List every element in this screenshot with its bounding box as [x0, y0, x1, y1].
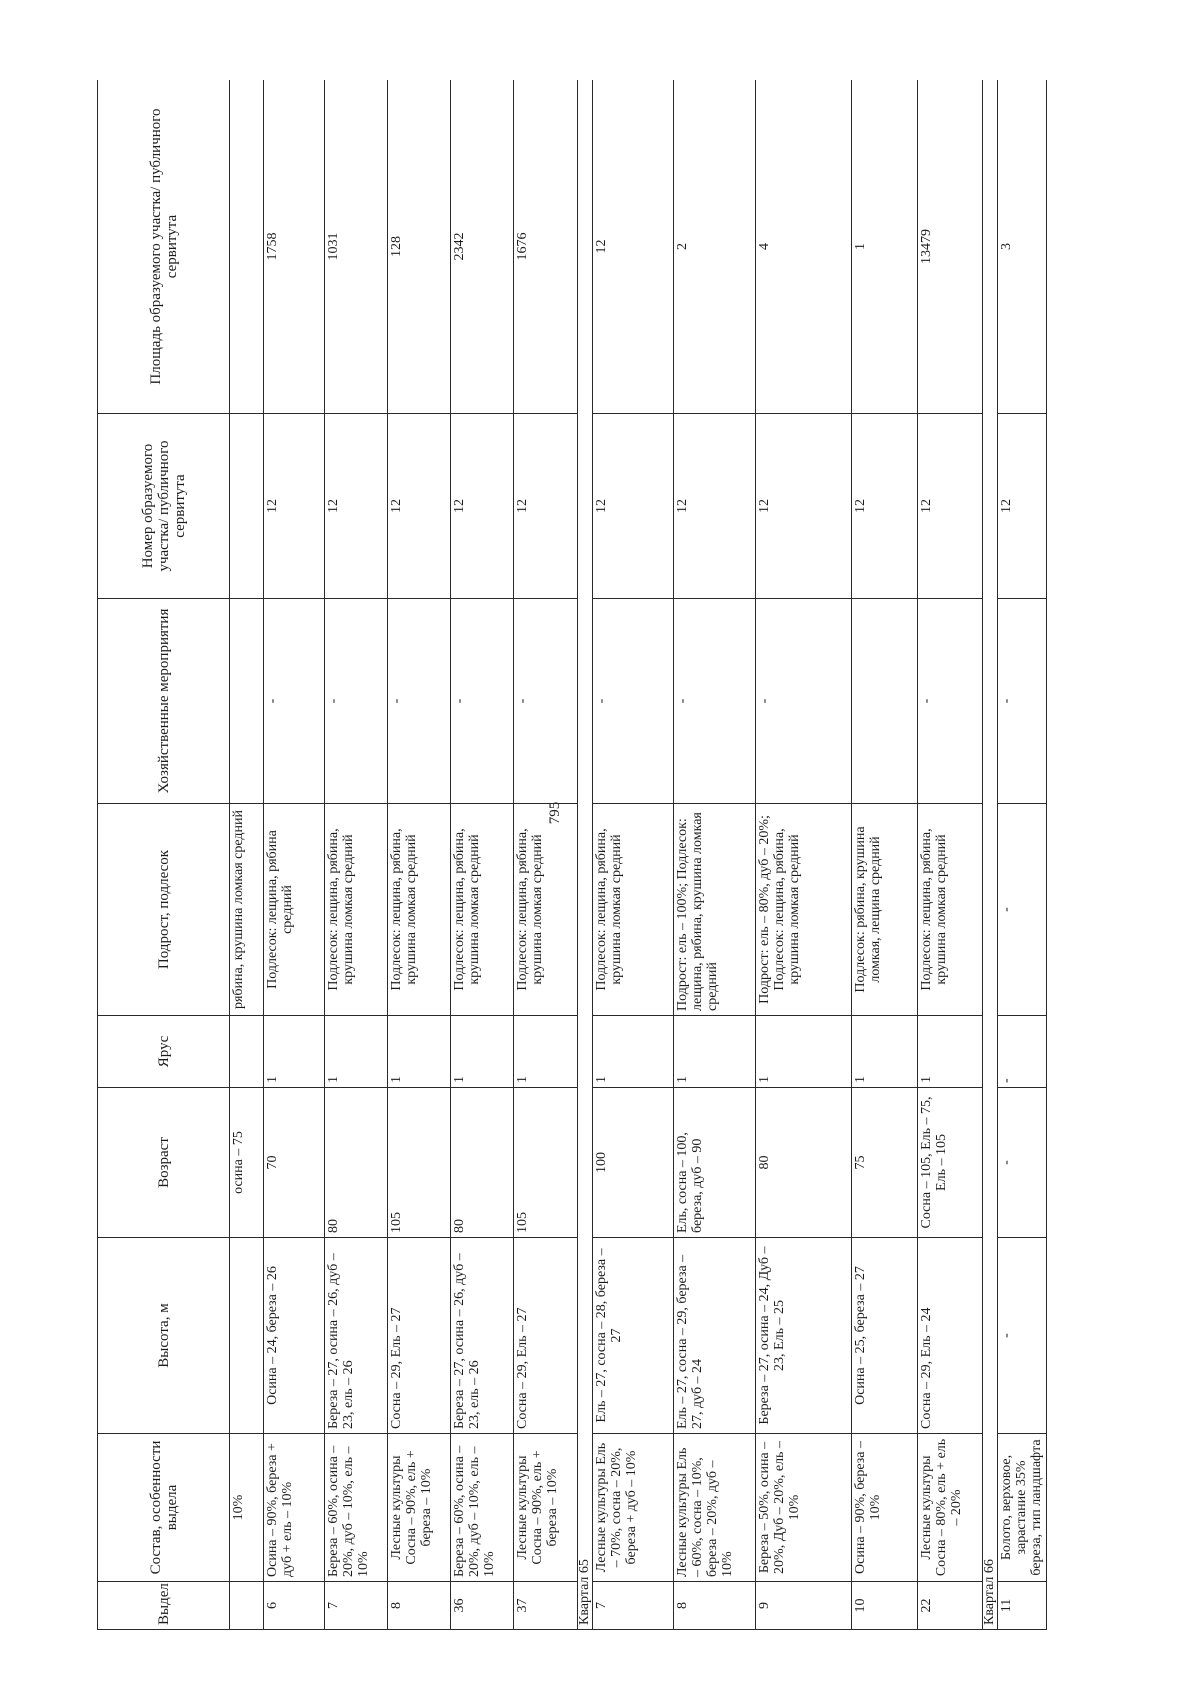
cell-yarus: 1 — [388, 1016, 451, 1088]
cell-nomer: 12 — [852, 414, 917, 599]
cell-sostav: Лесные культуры Сосна – 80%, ель + ель – 20% — [917, 1434, 982, 1582]
cell-sostav: Лесные культуры Сосна – 90%, ель + береза – 10% — [514, 1434, 577, 1582]
cell-vydel: 8 — [674, 1582, 755, 1630]
cell-sostav: Осина – 90%, береза + дуб + ель – 10% — [263, 1434, 324, 1582]
table-row — [388, 80, 451, 1630]
cell-meropriyatiya: - — [917, 599, 982, 804]
cell-podrost: Подрост: ель – 80%, дуб – 20%; Подлесок: лещина, рябина, крушина ломкая средний — [755, 804, 852, 1016]
cell-vysota: Сосна – 29, Ель – 24 — [917, 1238, 982, 1434]
cell-podrost: - — [998, 804, 1047, 1016]
cell-yarus: 1 — [592, 1016, 673, 1088]
table-row — [852, 80, 917, 1630]
cell-vozrast: 80 — [451, 1088, 514, 1238]
cell-vozrast: 105 — [514, 1088, 577, 1238]
continuation-row — [230, 80, 264, 1630]
rotated-table-container — [97, 80, 1047, 1630]
cell-nomer: 12 — [755, 414, 852, 599]
cell-vydel: 9 — [755, 1582, 852, 1630]
cell-podrost: Подлесок: лещина, рябина, крушина ломкая средний — [514, 804, 577, 1016]
cell-podrost: Подлесок: лещина, рябина средний — [263, 804, 324, 1016]
cell-vysota: Осина – 25, береза – 27 — [852, 1238, 917, 1434]
cell-yarus: 1 — [325, 1016, 388, 1088]
cell-ploshchad: 1 — [852, 80, 917, 414]
cell-sostav: Лесные культуры Ель – 60%, сосна – 10%, береза – 20%, дуб – 10% — [674, 1434, 755, 1582]
cell-yarus: 1 — [514, 1016, 577, 1088]
page-number: 795 — [547, 801, 563, 825]
cell-sostav: Береза – 60%, осина – 20%, дуб – 10%, ель – 10% — [451, 1434, 514, 1582]
header-nomer: Номер образуемого участка/ публичного сервитута — [98, 414, 230, 599]
cell-vysota: - — [998, 1238, 1047, 1434]
cell-yarus: 1 — [451, 1016, 514, 1088]
cell-ploshchad: 2342 — [451, 80, 514, 414]
cell-podrost: Подлесок: лещина, рябина, крушина ломкая средний — [388, 804, 451, 1016]
cell-meropriyatiya: - — [592, 599, 673, 804]
cell-yarus: 1 — [852, 1016, 917, 1088]
cell-meropriyatiya: - — [998, 599, 1047, 804]
cell-podrost: рябина, крушина ломкая средний — [230, 804, 264, 1016]
cell-ploshchad: 1031 — [325, 80, 388, 414]
table-row — [755, 80, 852, 1630]
table-row — [998, 80, 1047, 1630]
cell-ploshchad: 4 — [755, 80, 852, 414]
cell-ploshchad: 1676 — [514, 80, 577, 414]
kvartal-row — [577, 80, 592, 1630]
cell-vydel: 8 — [388, 1582, 451, 1630]
cell-ploshchad: 2 — [674, 80, 755, 414]
cell-nomer: 12 — [674, 414, 755, 599]
cell-vydel: 6 — [263, 1582, 324, 1630]
cell-podrost: Подлесок: лещина, рябина, крушина ломкая средний — [325, 804, 388, 1016]
cell-yarus: 1 — [755, 1016, 852, 1088]
table-row — [514, 80, 577, 1630]
cell-vozrast: - — [998, 1088, 1047, 1238]
cell-nomer: 12 — [263, 414, 324, 599]
cell-meropriyatiya: - — [514, 599, 577, 804]
cell-sostav: Береза – 60%, осина – 20%, дуб – 10%, ель – 10% — [325, 1434, 388, 1582]
cell-sostav: Береза – 50%, осина – 20%, Дуб – 20%, ель – 10% — [755, 1434, 852, 1582]
cell-vozrast: 80 — [325, 1088, 388, 1238]
cell-meropriyatiya: - — [388, 599, 451, 804]
cell-sostav: Лесные культуры Ель – 70%, сосна – 20%, береза + дуб – 10% — [592, 1434, 673, 1582]
forest-table — [97, 80, 1047, 1630]
cell-vydel: 37 — [514, 1582, 577, 1630]
header-sostav: Состав, особенности выдела — [98, 1434, 230, 1582]
cell-meropriyatiya: - — [263, 599, 324, 804]
cell-vysota: Береза – 27, осина – 26, дуб – 23, ель – 26 — [325, 1238, 388, 1434]
header-vydel: Выдел — [98, 1582, 230, 1630]
cell-vozrast: 80 — [755, 1088, 852, 1238]
kvartal-row — [982, 80, 997, 1630]
cell-yarus: 1 — [674, 1016, 755, 1088]
cell-meropriyatiya: - — [755, 599, 852, 804]
cell-vysota: Береза – 27, осина – 26, дуб – 23, ель – 26 — [451, 1238, 514, 1434]
cell-sostav: Лесные культуры Сосна – 90%, ель + береза – 10% — [388, 1434, 451, 1582]
cell-meropriyatiya: - — [674, 599, 755, 804]
cell-vysota: Ель – 27, сосна – 29, береза – 27, дуб – 24 — [674, 1238, 755, 1434]
cell-vysota: Ель – 27, сосна – 28, береза – 27 — [592, 1238, 673, 1434]
cell-podrost: Подлесок: лещина, рябина, крушина ломкая средний — [917, 804, 982, 1016]
cell-vozrast: 70 — [263, 1088, 324, 1238]
table-row — [917, 80, 982, 1630]
header-podrost: Подрост, подлесок — [98, 804, 230, 1016]
cell-vydel: 11 — [998, 1582, 1047, 1630]
cell-vydel: 7 — [592, 1582, 673, 1630]
cell-vozrast: 75 — [852, 1088, 917, 1238]
cell-vysota: Сосна – 29, Ель – 27 — [388, 1238, 451, 1434]
cell-sostav: Болото, верховое, зарастание 35% береза, тип ландшафта — [998, 1434, 1047, 1582]
cell-vozrast: осина – 75 — [230, 1088, 264, 1238]
cell-nomer: 12 — [514, 414, 577, 599]
cell-yarus: - — [998, 1016, 1047, 1088]
cell-nomer: 12 — [592, 414, 673, 599]
cell-vysota: Береза – 27, осина – 24, Дуб – 23, Ель – 25 — [755, 1238, 852, 1434]
cell-podrost: Подлесок: лещина, рябина, крушина ломкая средний — [451, 804, 514, 1016]
cell-ploshchad: 12 — [592, 80, 673, 414]
cell-sostav: 10% — [230, 1434, 264, 1582]
cell-vozrast: 100 — [592, 1088, 673, 1238]
cell-nomer: 12 — [917, 414, 982, 599]
cell-nomer: 12 — [388, 414, 451, 599]
cell-vysota: Сосна – 29, Ель – 27 — [514, 1238, 577, 1434]
cell-meropriyatiya — [852, 599, 917, 804]
cell-nomer: 12 — [451, 414, 514, 599]
header-vysota: Высота, м — [98, 1238, 230, 1434]
kvartal-65-label: Квартал 65 — [577, 80, 592, 1630]
cell-sostav: Осина – 90%, береза – 10% — [852, 1434, 917, 1582]
cell-nomer: 12 — [998, 414, 1047, 599]
kvartal-66-label: Квартал 66 — [982, 80, 997, 1630]
table-row — [325, 80, 388, 1630]
cell-ploshchad: 13479 — [917, 80, 982, 414]
header-vozrast: Возраст — [98, 1088, 230, 1238]
cell-yarus: 1 — [263, 1016, 324, 1088]
cell-vydel: 7 — [325, 1582, 388, 1630]
cell-podrost: Подрост: ель – 100%; Подлесок: лещина, рябина, крушина ломкая средний — [674, 804, 755, 1016]
cell-podrost: Подлесок: рябина, крушина ломкая, лещина средний — [852, 804, 917, 1016]
cell-meropriyatiya: - — [451, 599, 514, 804]
cell-vydel: 22 — [917, 1582, 982, 1630]
cell-ploshchad: 128 — [388, 80, 451, 414]
cell-yarus: 1 — [917, 1016, 982, 1088]
header-meropriyatiya: Хозяйственные мероприятия — [98, 599, 230, 804]
cell-vysota: Осина – 24, береза – 26 — [263, 1238, 324, 1434]
cell-ploshchad: 1758 — [263, 80, 324, 414]
table-row — [263, 80, 324, 1630]
cell-ploshchad: 3 — [998, 80, 1047, 414]
header-row — [98, 80, 230, 1630]
cell-vydel: 36 — [451, 1582, 514, 1630]
cell-podrost: Подлесок: лещина, рябина, крушина ломкая средний — [592, 804, 673, 1016]
cell-vozrast: Ель, сосна – 100, береза, дуб – 90 — [674, 1088, 755, 1238]
cell-vozrast: 105 — [388, 1088, 451, 1238]
cell-vydel: 10 — [852, 1582, 917, 1630]
cell-meropriyatiya: - — [325, 599, 388, 804]
cell-nomer: 12 — [325, 414, 388, 599]
header-ploshchad: Площадь образуемого участка/ публичного сервитута — [98, 80, 230, 414]
cell-vozrast: Сосна – 105, Ель – 75, Ель – 105 — [917, 1088, 982, 1238]
table-row — [592, 80, 673, 1630]
header-yarus: Ярус — [98, 1016, 230, 1088]
table-row — [451, 80, 514, 1630]
table-row — [674, 80, 755, 1630]
